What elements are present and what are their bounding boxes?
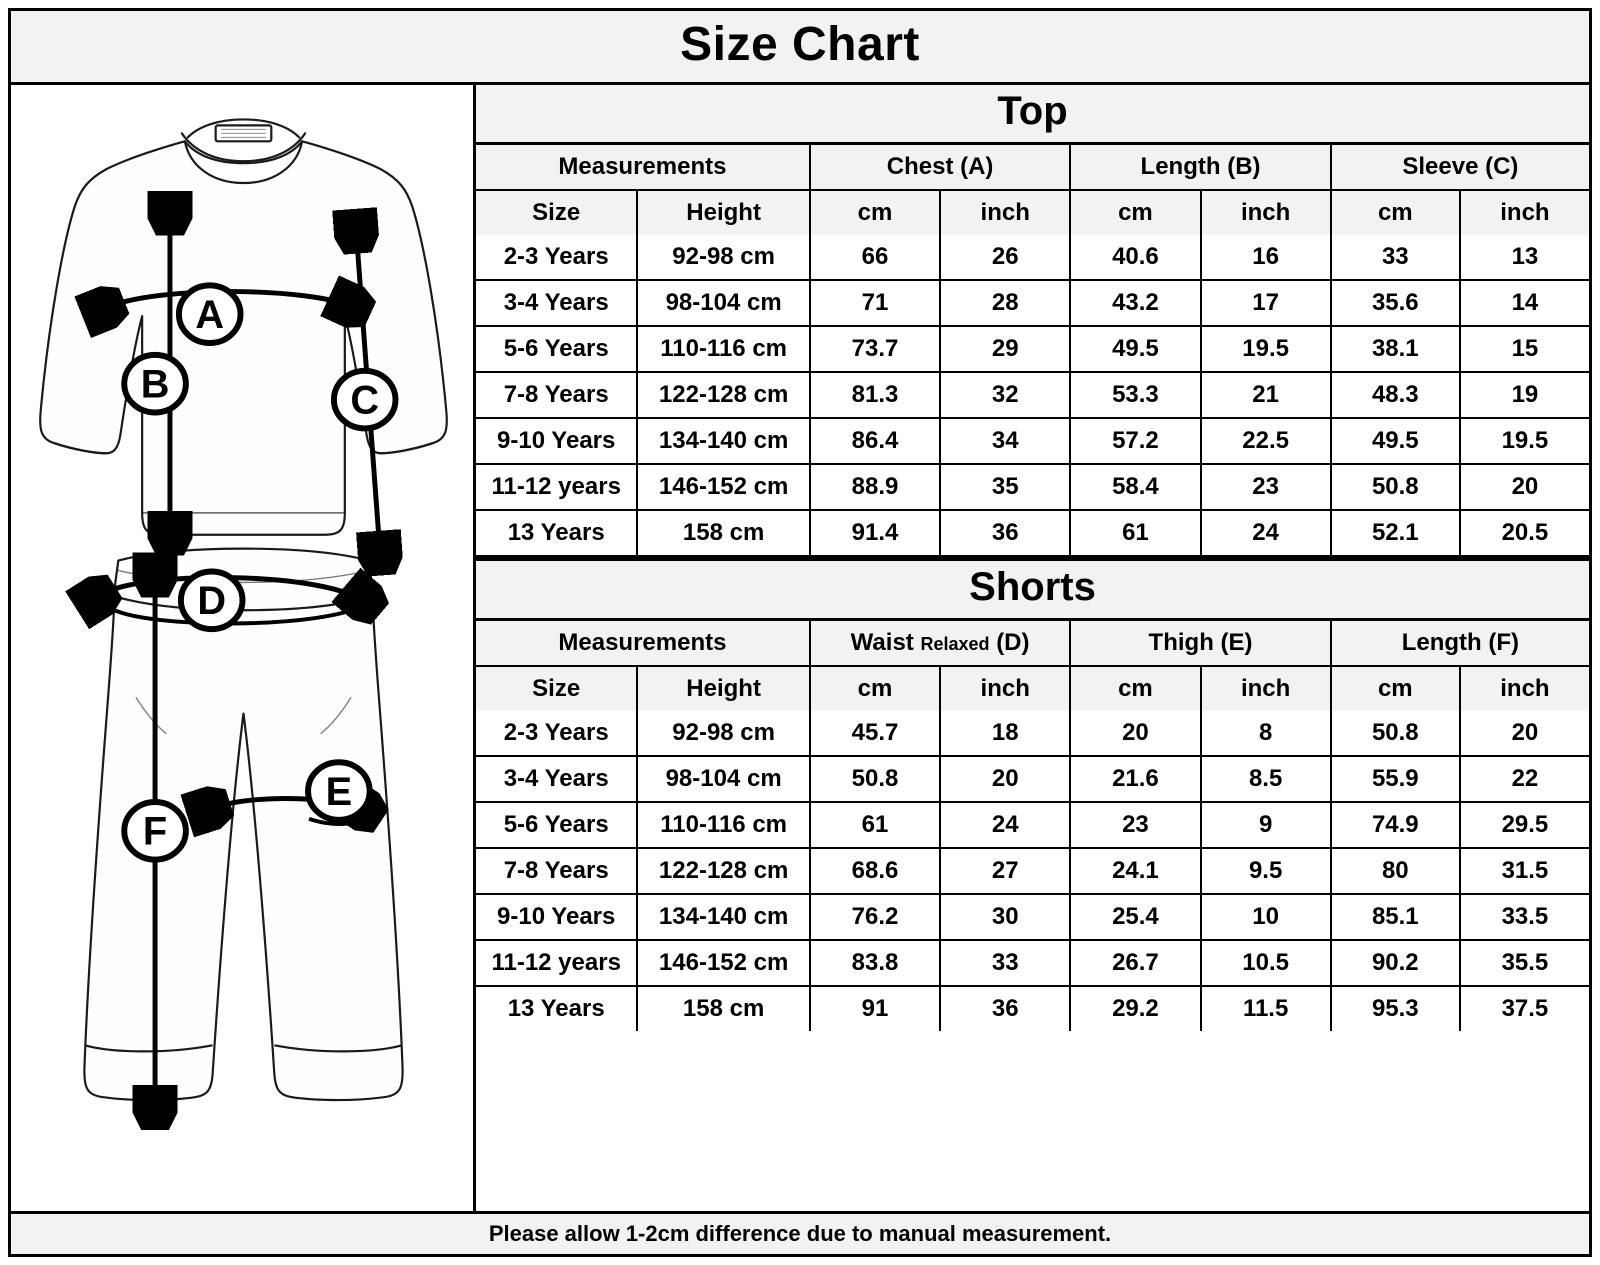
cell-length-inch: 23	[1201, 464, 1331, 510]
table-row	[476, 280, 1589, 326]
cell-thigh-inch: 10.5	[1201, 940, 1331, 986]
page-title: Size Chart	[680, 18, 920, 71]
cell-length-cm: 49.5	[1070, 326, 1200, 372]
cell-waist-inch: 24	[940, 802, 1070, 848]
cell-height: 134-140 cm	[637, 418, 810, 464]
cell-length-inch: 17	[1201, 280, 1331, 326]
top-table-unit-header	[476, 190, 1589, 235]
cell-sleeve-inch: 13	[1460, 235, 1589, 280]
cell-length-cm: 61	[1070, 510, 1200, 557]
table-row	[476, 510, 1589, 557]
shorts-header-waist-relaxed: Relaxed	[920, 634, 990, 654]
shorts-header-waist	[810, 621, 1070, 666]
table-row	[476, 464, 1589, 510]
cell-chest-inch: 34	[940, 418, 1070, 464]
cell-length-cm: 85.1	[1331, 894, 1460, 940]
cell-thigh-cm: 21.6	[1070, 756, 1200, 802]
cell-length-inch: 22.5	[1201, 418, 1331, 464]
cell-height: 122-128 cm	[637, 372, 810, 418]
cell-waist-cm: 83.8	[810, 940, 940, 986]
cell-size: 7-8 Years	[476, 848, 637, 894]
cell-size: 3-4 Years	[476, 280, 637, 326]
cell-length-cm: 43.2	[1070, 280, 1200, 326]
cell-sleeve-inch: 14	[1460, 280, 1589, 326]
top-section-title: Top	[476, 85, 1589, 145]
cell-length-inch: 16	[1201, 235, 1331, 280]
cell-length-cm: 74.9	[1331, 802, 1460, 848]
cell-size: 9-10 Years	[476, 418, 637, 464]
cell-size: 2-3 Years	[476, 711, 637, 756]
cell-length-inch: 20	[1460, 711, 1589, 756]
letter-badge-c	[334, 371, 396, 429]
cell-thigh-inch: 9.5	[1201, 848, 1331, 894]
cell-chest-cm: 71	[810, 280, 940, 326]
table-row	[476, 418, 1589, 464]
top-header-chest-inch: inch	[940, 190, 1070, 235]
table-row	[476, 372, 1589, 418]
shorts-header-waist-cm: cm	[810, 666, 940, 711]
svg-text:E: E	[325, 769, 353, 814]
cell-chest-inch: 35	[940, 464, 1070, 510]
cell-length-inch: 24	[1201, 510, 1331, 557]
table-row	[476, 756, 1589, 802]
svg-text:B: B	[140, 362, 170, 407]
table-row	[476, 986, 1589, 1031]
cell-length-cm: 53.3	[1070, 372, 1200, 418]
shorts-header-thigh: Thigh (E)	[1070, 621, 1330, 666]
cell-sleeve-cm: 38.1	[1331, 326, 1460, 372]
svg-text:A: A	[195, 293, 225, 338]
shorts-size-table	[476, 621, 1589, 1031]
shorts-header-thigh-cm: cm	[1070, 666, 1200, 711]
cell-height: 122-128 cm	[637, 848, 810, 894]
cell-thigh-cm: 24.1	[1070, 848, 1200, 894]
cell-length-inch: 33.5	[1460, 894, 1589, 940]
letter-badge-f	[124, 802, 186, 860]
cell-height: 146-152 cm	[637, 464, 810, 510]
cell-waist-cm: 76.2	[810, 894, 940, 940]
cell-length-inch: 29.5	[1460, 802, 1589, 848]
cell-length-cm: 55.9	[1331, 756, 1460, 802]
cell-height: 110-116 cm	[637, 802, 810, 848]
cell-waist-inch: 27	[940, 848, 1070, 894]
cell-waist-inch: 36	[940, 986, 1070, 1031]
cell-size: 11-12 years	[476, 464, 637, 510]
cell-waist-cm: 50.8	[810, 756, 940, 802]
shorts-header-measurements: Measurements	[476, 621, 810, 666]
shorts-header-height: Height	[637, 666, 810, 711]
cell-height: 98-104 cm	[637, 280, 810, 326]
cell-size: 5-6 Years	[476, 802, 637, 848]
shorts-section-title: Shorts	[476, 558, 1589, 621]
cell-length-inch: 21	[1201, 372, 1331, 418]
table-row	[476, 894, 1589, 940]
shorts-header-thigh-inch: inch	[1201, 666, 1331, 711]
svg-text:C: C	[350, 378, 380, 423]
top-size-table	[476, 145, 1589, 558]
cell-waist-inch: 30	[940, 894, 1070, 940]
cell-length-inch: 37.5	[1460, 986, 1589, 1031]
letter-badge-a	[179, 285, 241, 343]
cell-chest-inch: 36	[940, 510, 1070, 557]
cell-waist-cm: 45.7	[810, 711, 940, 756]
cell-sleeve-cm: 48.3	[1331, 372, 1460, 418]
cell-sleeve-cm: 50.8	[1331, 464, 1460, 510]
cell-sleeve-inch: 19	[1460, 372, 1589, 418]
garment-diagram-svg	[11, 85, 473, 1211]
top-table-group-header	[476, 145, 1589, 190]
cell-waist-inch: 20	[940, 756, 1070, 802]
cell-height: 92-98 cm	[637, 711, 810, 756]
cell-chest-cm: 91.4	[810, 510, 940, 557]
top-header-length-cm: cm	[1070, 190, 1200, 235]
cell-thigh-inch: 11.5	[1201, 986, 1331, 1031]
shorts-table-group-header	[476, 621, 1589, 666]
cell-size: 9-10 Years	[476, 894, 637, 940]
svg-text:F: F	[142, 809, 168, 854]
cell-chest-cm: 73.7	[810, 326, 940, 372]
shorts-header-length: Length (F)	[1331, 621, 1589, 666]
cell-length-cm: 50.8	[1331, 711, 1460, 756]
top-header-chest-cm: cm	[810, 190, 940, 235]
top-header-sleeve-cm: cm	[1331, 190, 1460, 235]
cell-chest-cm: 81.3	[810, 372, 940, 418]
cell-sleeve-inch: 19.5	[1460, 418, 1589, 464]
cell-length-inch: 31.5	[1460, 848, 1589, 894]
cell-length-inch: 35.5	[1460, 940, 1589, 986]
cell-thigh-cm: 26.7	[1070, 940, 1200, 986]
shorts-header-length-cm: cm	[1331, 666, 1460, 711]
cell-sleeve-inch: 20.5	[1460, 510, 1589, 557]
cell-size: 13 Years	[476, 510, 637, 557]
letter-badge-b	[124, 355, 186, 413]
cell-sleeve-cm: 52.1	[1331, 510, 1460, 557]
top-header-size: Size	[476, 190, 637, 235]
table-row	[476, 711, 1589, 756]
cell-thigh-cm: 23	[1070, 802, 1200, 848]
cell-size: 2-3 Years	[476, 235, 637, 280]
top-header-chest: Chest (A)	[810, 145, 1070, 190]
cell-thigh-inch: 10	[1201, 894, 1331, 940]
cell-waist-inch: 33	[940, 940, 1070, 986]
top-header-measurements: Measurements	[476, 145, 810, 190]
page-title-bar	[11, 11, 1589, 85]
cell-thigh-inch: 8	[1201, 711, 1331, 756]
table-row	[476, 235, 1589, 280]
cell-height: 98-104 cm	[637, 756, 810, 802]
cell-length-cm: 40.6	[1070, 235, 1200, 280]
shorts-header-size: Size	[476, 666, 637, 711]
cell-waist-cm: 68.6	[810, 848, 940, 894]
cell-thigh-cm: 25.4	[1070, 894, 1200, 940]
shorts-table-unit-header	[476, 666, 1589, 711]
table-row	[476, 940, 1589, 986]
cell-thigh-inch: 9	[1201, 802, 1331, 848]
shorts-table-wrap	[476, 621, 1589, 1031]
top-header-sleeve: Sleeve (C)	[1331, 145, 1589, 190]
chart-frame	[8, 8, 1592, 1257]
shorts-header-waist-main: Waist	[850, 629, 914, 656]
cell-chest-inch: 28	[940, 280, 1070, 326]
footer-note: Please allow 1-2cm difference due to manual measurement.	[11, 1211, 1589, 1254]
cell-height: 158 cm	[637, 986, 810, 1031]
cell-height: 110-116 cm	[637, 326, 810, 372]
cell-sleeve-inch: 20	[1460, 464, 1589, 510]
cell-chest-inch: 29	[940, 326, 1070, 372]
cell-sleeve-inch: 15	[1460, 326, 1589, 372]
cell-thigh-inch: 8.5	[1201, 756, 1331, 802]
table-row	[476, 848, 1589, 894]
shorts-header-waist-inch: inch	[940, 666, 1070, 711]
cell-sleeve-cm: 35.6	[1331, 280, 1460, 326]
garment-illustration	[11, 85, 476, 1211]
chart-body	[11, 85, 1589, 1211]
top-header-length: Length (B)	[1070, 145, 1330, 190]
cell-waist-inch: 18	[940, 711, 1070, 756]
table-row	[476, 326, 1589, 372]
svg-text:D: D	[197, 579, 227, 624]
cell-height: 134-140 cm	[637, 894, 810, 940]
cell-sleeve-cm: 33	[1331, 235, 1460, 280]
cell-thigh-cm: 29.2	[1070, 986, 1200, 1031]
top-header-length-inch: inch	[1201, 190, 1331, 235]
cell-length-inch: 19.5	[1201, 326, 1331, 372]
cell-chest-cm: 88.9	[810, 464, 940, 510]
cell-length-inch: 22	[1460, 756, 1589, 802]
cell-size: 7-8 Years	[476, 372, 637, 418]
letter-badge-e	[308, 762, 370, 820]
cell-chest-inch: 32	[940, 372, 1070, 418]
cell-thigh-cm: 20	[1070, 711, 1200, 756]
table-row	[476, 802, 1589, 848]
shorts-header-waist-letter: (D)	[996, 629, 1030, 656]
cell-chest-cm: 66	[810, 235, 940, 280]
cell-height: 92-98 cm	[637, 235, 810, 280]
cell-waist-cm: 91	[810, 986, 940, 1031]
measurement-tables	[476, 85, 1589, 1211]
cell-size: 11-12 years	[476, 940, 637, 986]
cell-length-cm: 58.4	[1070, 464, 1200, 510]
cell-size: 5-6 Years	[476, 326, 637, 372]
top-header-height: Height	[637, 190, 810, 235]
top-table-wrap	[476, 145, 1589, 558]
top-header-sleeve-inch: inch	[1460, 190, 1589, 235]
cell-size: 3-4 Years	[476, 756, 637, 802]
shorts-header-length-inch: inch	[1460, 666, 1589, 711]
cell-length-cm: 90.2	[1331, 940, 1460, 986]
cell-height: 146-152 cm	[637, 940, 810, 986]
cell-waist-cm: 61	[810, 802, 940, 848]
cell-chest-cm: 86.4	[810, 418, 940, 464]
cell-height: 158 cm	[637, 510, 810, 557]
cell-length-cm: 80	[1331, 848, 1460, 894]
cell-size: 13 Years	[476, 986, 637, 1031]
cell-length-cm: 57.2	[1070, 418, 1200, 464]
cell-length-cm: 95.3	[1331, 986, 1460, 1031]
cell-chest-inch: 26	[940, 235, 1070, 280]
cell-sleeve-cm: 49.5	[1331, 418, 1460, 464]
letter-badge-d	[181, 571, 243, 629]
